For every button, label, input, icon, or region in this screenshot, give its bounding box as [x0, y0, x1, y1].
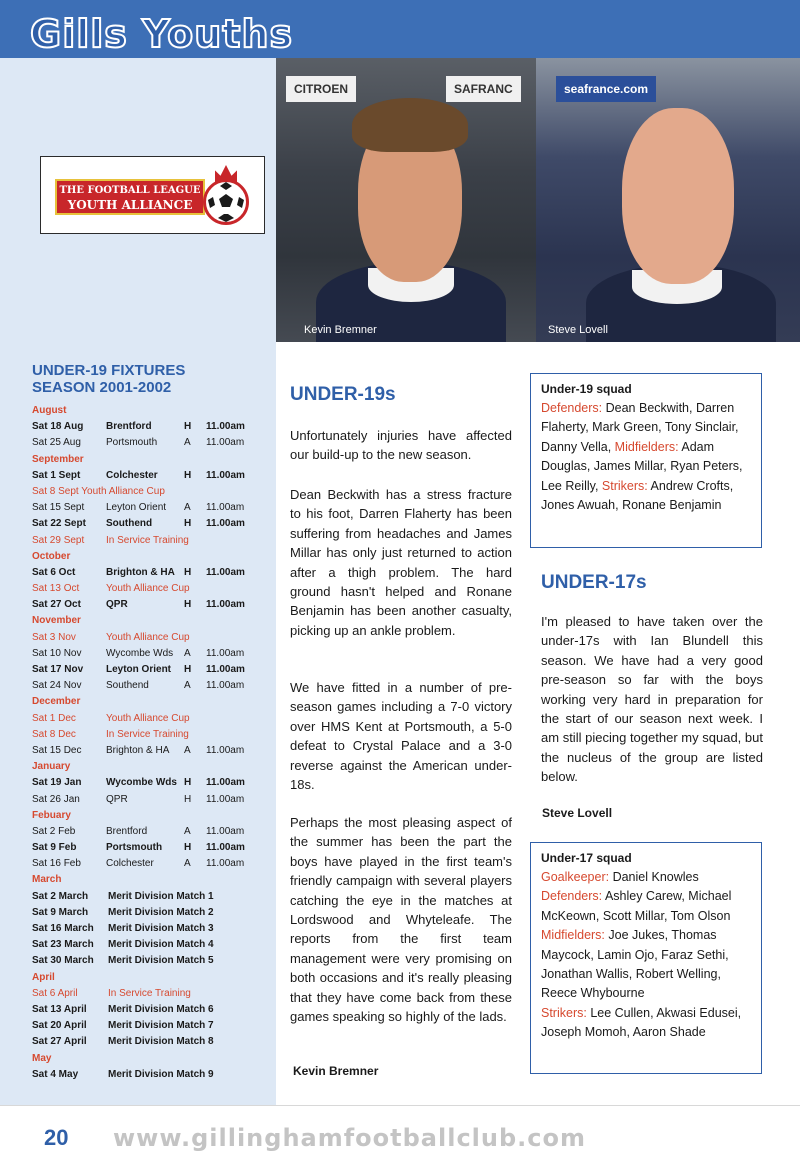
- squad-title: Under-17 squad: [541, 851, 632, 865]
- fixture-time: 11.00am: [206, 777, 245, 789]
- fixture-row: [32, 905, 272, 921]
- fixture-row: [32, 986, 272, 1002]
- fixture-opp: Youth Alliance Cup: [106, 631, 190, 643]
- fixture-date: Sat 27 Oct: [32, 599, 81, 611]
- face: [622, 108, 734, 284]
- fixture-row: [32, 727, 272, 743]
- fixture-row: [32, 711, 272, 727]
- fixture-date: Sat 27 April: [32, 1036, 87, 1048]
- fixture-date: Sat 6 Oct: [32, 566, 76, 578]
- fixture-date: Sat 2 Feb: [32, 825, 76, 837]
- squad-role: Midfielders:: [541, 928, 605, 943]
- fixture-opp: Merit Division Match 7: [108, 1020, 214, 1032]
- fixture-ha: H: [184, 664, 192, 675]
- fixture-date: Sat 1 Dec: [32, 712, 76, 724]
- fixture-time: 11.00am: [206, 421, 245, 433]
- fixture-time: 11.00am: [206, 518, 245, 530]
- fixture-opp: Colchester: [106, 858, 154, 870]
- fixture-time: 11.00am: [206, 744, 245, 756]
- fixture-ha: H: [184, 842, 192, 854]
- fixture-date: Sat 23 March: [32, 939, 94, 951]
- fixture-opp: Merit Division Match 5: [108, 955, 214, 967]
- fixture-ha: H: [184, 793, 192, 805]
- fixture-ha: A: [184, 825, 191, 837]
- website-url[interactable]: www.gillinghamfootballclub.com: [113, 1124, 587, 1152]
- squad-names: Dean Beckwith, Darren Flaherty, Mark Green, Tony Sinclair, Danny Vella,: [541, 401, 739, 454]
- squad-list: [541, 868, 753, 1043]
- fixture-ha: H: [184, 599, 192, 611]
- fixture-opp: Merit Division Match 4: [108, 939, 214, 951]
- fixture-opp: Wycombe Wds: [106, 647, 174, 659]
- fixture-time: 11.00am: [206, 858, 245, 870]
- stadium-sign: CITROEN: [286, 76, 356, 102]
- fixture-opp: Colchester: [106, 469, 158, 481]
- fixture-date: Sat 25 Aug: [32, 437, 81, 449]
- fixture-opp: Leyton Orient: [106, 664, 172, 675]
- fixture-date: Sat 16 Feb: [32, 858, 81, 870]
- fixture-opp: Merit Division Match 9: [108, 1068, 214, 1080]
- stadium-sign: seafrance.com: [556, 76, 656, 102]
- fixtures-list: [32, 403, 272, 1083]
- fixture-row: [32, 419, 272, 435]
- under19-squad-box: [530, 373, 762, 548]
- fixture-opp: Southend: [106, 680, 149, 692]
- fixture-opp: Merit Division Match 8: [108, 1036, 214, 1048]
- fixture-ha: H: [184, 566, 192, 578]
- under19-paragraph: Perhaps the most pleasing aspect of the summer has been the part the boys have played in the first team's friendly campaign with several players catching the eye in the matches at Lordswood and Whyteleafe. The reports from the first team management were very promising on both occasions and it's really pleasing that they have come back from these games speaking so highly of the lads.: [290, 815, 512, 1025]
- fixture-time: 11.00am: [206, 664, 245, 675]
- fixture-month-heading: [32, 694, 272, 710]
- fixture-opp: Brighton & HA: [106, 566, 175, 578]
- photo-caption: Kevin Bremner: [304, 324, 377, 336]
- page-title: Gills Youths: [30, 12, 294, 56]
- fixture-ha: A: [184, 744, 191, 756]
- fixture-row: [32, 921, 272, 937]
- fixture-date: Sat 9 Feb: [32, 842, 77, 854]
- fixture-opp: Brentford: [106, 825, 148, 837]
- fixture-opp: QPR: [106, 793, 128, 805]
- page-number: 20: [44, 1125, 69, 1150]
- fixture-row: [32, 792, 272, 808]
- squad-names: Ashley Carew, Michael McKeown, Scott Millar, Tom Olson: [541, 889, 732, 923]
- fixture-date: Sat 8 Sept Youth Alliance Cup: [32, 485, 165, 497]
- fixture-date: Sat 1 Sept: [32, 469, 81, 481]
- fixture-opp: Youth Alliance Cup: [106, 583, 190, 595]
- squad-role: Goalkeeper:: [541, 870, 610, 884]
- fixture-month-heading: [32, 613, 272, 629]
- fixture-row: [32, 840, 272, 856]
- fixture-row: [32, 1067, 272, 1083]
- fixture-opp: Leyton Orient: [106, 502, 167, 514]
- under19-heading: UNDER-19s: [290, 384, 396, 405]
- fixture-row: [32, 937, 272, 953]
- fixture-month-heading: [32, 970, 272, 986]
- fixture-opp: Portsmouth: [106, 437, 158, 449]
- fixture-date: September: [32, 453, 84, 465]
- fixture-time: 11.00am: [206, 502, 245, 514]
- squad-names: Lee Cullen, Akwasi Edusei, Joseph Momoh, Aaron Shade: [541, 1005, 742, 1040]
- fixture-date: Sat 19 Jan: [32, 777, 82, 789]
- squad-role: Strikers:: [541, 1005, 587, 1020]
- fixture-row: [32, 856, 272, 872]
- fixture-ha: A: [184, 502, 191, 514]
- squad-role: Defenders:: [541, 889, 603, 904]
- fixture-opp: Merit Division Match 6: [108, 1003, 214, 1015]
- fixture-month-heading: [32, 1051, 272, 1067]
- fixture-opp: Merit Division Match 3: [108, 923, 214, 934]
- fixture-date: Sat 17 Nov: [32, 664, 84, 675]
- fixture-date: Sat 20 April: [32, 1020, 87, 1032]
- fixture-row: [32, 484, 272, 500]
- fixture-date: Sat 9 March: [32, 906, 89, 918]
- under17-heading: UNDER-17s: [541, 572, 647, 593]
- fixture-row: [32, 1002, 272, 1018]
- under19-paragraph: Unfortunately injuries have affected our build-up to the new season.: [290, 428, 512, 463]
- fixture-row: [32, 435, 272, 451]
- fixture-row: [32, 824, 272, 840]
- fixture-date: October: [32, 550, 71, 562]
- fixtures-title-line-1: UNDER-19 FIXTURES: [32, 362, 186, 379]
- fixture-time: 11.00am: [206, 566, 245, 578]
- logo-banner: [55, 179, 205, 215]
- fixture-month-heading: [32, 549, 272, 565]
- under17-squad-box: [530, 842, 762, 1074]
- fixture-time: 11.00am: [206, 469, 245, 481]
- fixture-ha: A: [184, 680, 191, 692]
- fixture-opp: In Service Training: [106, 534, 189, 546]
- squad-role: Midfielders:: [614, 439, 679, 454]
- squad-role: Strikers:: [601, 478, 648, 493]
- fixture-ha: H: [184, 421, 192, 433]
- under17-signature: Steve Lovell: [542, 806, 613, 820]
- fixture-time: 11.00am: [206, 825, 245, 837]
- fixture-month-heading: [32, 452, 272, 468]
- fixture-date: Sat 29 Sept: [32, 534, 85, 546]
- fixture-row: [32, 1034, 272, 1050]
- squad-title: Under-19 squad: [541, 382, 632, 396]
- fixture-date: May: [32, 1052, 52, 1064]
- fixture-row: [32, 581, 272, 597]
- fixture-ha: H: [184, 777, 192, 789]
- fixture-date: Sat 30 March: [32, 955, 94, 967]
- fixture-row: [32, 743, 272, 759]
- under17-paragraph: I'm pleased to have taken over the under-17s with Ian Blundell this season. We have had a very good pre-season so far with the boys working very hard in preparation for the start of our season next week. I am still piecing together my squad, but the nucleus of the group are listed below.: [541, 614, 763, 785]
- fixture-date: December: [32, 696, 81, 708]
- fixture-time: 11.00am: [206, 599, 245, 611]
- fixture-date: August: [32, 405, 67, 416]
- fixtures-title-line-2: SEASON 2001-2002: [32, 379, 172, 396]
- fixture-date: Sat 10 Nov: [32, 647, 82, 659]
- fixture-opp: Merit Division Match 2: [108, 906, 214, 918]
- fixture-date: November: [32, 615, 81, 627]
- fixture-month-heading: [32, 872, 272, 888]
- fixtures-title: [32, 362, 185, 396]
- fixture-date: Febuary: [32, 809, 71, 821]
- fixture-ha: H: [184, 518, 192, 530]
- fixture-opp: Portsmouth: [106, 842, 163, 854]
- photo-kevin-bremner: [276, 58, 538, 342]
- fixture-date: April: [32, 971, 55, 983]
- fixture-opp: Southend: [106, 518, 153, 530]
- fixture-ha: H: [184, 469, 192, 481]
- fixture-date: Sat 15 Dec: [32, 744, 82, 756]
- hair: [352, 98, 468, 152]
- squad-list: [541, 399, 753, 515]
- fixture-date: Sat 13 April: [32, 1003, 87, 1015]
- fixture-row: [32, 646, 272, 662]
- fixture-row: [32, 889, 272, 905]
- fixture-month-heading: [32, 808, 272, 824]
- under19-signature: Kevin Bremner: [293, 1064, 379, 1078]
- squad-names: Joe Jukes, Thomas Maycock, Lamin Ojo, Faraz Sethi, Jonathan Wallis, Robert Welling, Reece Whybourne: [541, 928, 729, 1001]
- youth-alliance-logo: [40, 156, 265, 234]
- fixture-row: [32, 533, 272, 549]
- fixture-opp: Brighton & HA: [106, 744, 170, 756]
- fixture-opp: QPR: [106, 599, 128, 611]
- under19-paragraph: Dean Beckwith has a stress fracture to his foot, Darren Flaherty has been suffering from headaches and James Millar has only just returned to action after a thigh problem. The hard ground hasn't helped and Ronane Benjamin has been another casualty, picking up an ankle problem.: [290, 487, 512, 638]
- fixture-date: Sat 4 May: [32, 1068, 79, 1080]
- fixture-row: [32, 1018, 272, 1034]
- fixture-date: January: [32, 761, 71, 773]
- fixture-row: [32, 597, 272, 613]
- fixture-opp: Youth Alliance Cup: [106, 712, 190, 724]
- fixture-ha: A: [184, 858, 191, 870]
- fixture-opp: Brentford: [106, 421, 152, 433]
- squad-names: Daniel Knowles: [609, 870, 699, 884]
- squad-names: Adam Douglas, James Millar, Ryan Peters, Lee Reilly,: [541, 439, 743, 493]
- fixture-time: 11.00am: [206, 437, 245, 449]
- fixture-date: March: [32, 874, 62, 886]
- stadium-sign: SAFRANC: [446, 76, 521, 102]
- fixture-date: Sat 3 Nov: [32, 631, 76, 643]
- fixture-row: [32, 630, 272, 646]
- fixture-date: Sat 24 Nov: [32, 680, 82, 692]
- fixture-date: Sat 18 Aug: [32, 421, 84, 433]
- fixture-date: Sat 22 Sept: [32, 518, 86, 530]
- fixture-time: 11.00am: [206, 647, 245, 659]
- fixture-date: Sat 6 April: [32, 987, 78, 999]
- fixture-row: [32, 468, 272, 484]
- fixture-opp: In Service Training: [106, 728, 189, 740]
- fixture-month-heading: [32, 759, 272, 775]
- fixture-opp: In Service Training: [108, 987, 191, 999]
- fixture-date: Sat 16 March: [32, 923, 94, 934]
- football-icon: [203, 179, 249, 225]
- fixture-date: Sat 8 Dec: [32, 728, 76, 740]
- fixture-row: [32, 953, 272, 969]
- fixture-row: [32, 678, 272, 694]
- fixture-row: [32, 516, 272, 532]
- fixture-row: [32, 775, 272, 791]
- squad-role: Defenders:: [541, 401, 603, 415]
- fixture-date: Sat 13 Oct: [32, 583, 80, 595]
- fixture-row: [32, 565, 272, 581]
- photo-caption: Steve Lovell: [548, 324, 608, 336]
- fixture-month-heading: [32, 403, 272, 419]
- fixture-date: Sat 2 March: [32, 890, 89, 902]
- fixture-date: Sat 15 Sept: [32, 502, 85, 514]
- fixture-time: 11.00am: [206, 842, 245, 854]
- squad-names: Andrew Crofts, Jones Awuah, Ronane Benjamin: [541, 478, 734, 513]
- fixture-ha: A: [184, 647, 191, 659]
- logo-line-2: YOUTH ALLIANCE: [67, 198, 193, 212]
- fixture-opp: Wycombe Wds: [106, 777, 177, 789]
- fixture-row: [32, 662, 272, 678]
- fixture-time: 11.00am: [206, 680, 245, 692]
- fixture-date: Sat 26 Jan: [32, 793, 80, 805]
- fixture-time: 11.00am: [206, 793, 245, 805]
- fixture-row: [32, 500, 272, 516]
- logo-line-1: THE FOOTBALL LEAGUE: [59, 185, 201, 196]
- fixture-opp: Merit Division Match 1: [108, 890, 214, 902]
- under19-paragraph: We have fitted in a number of pre-season games including a 7-0 victory over HMS Kent at Portsmouth, a 5-0 defeat to Crystal Palace and a 3-0 reverse against the American under-18s.: [290, 680, 512, 793]
- fixture-ha: A: [184, 437, 191, 449]
- photo-steve-lovell: [536, 58, 800, 342]
